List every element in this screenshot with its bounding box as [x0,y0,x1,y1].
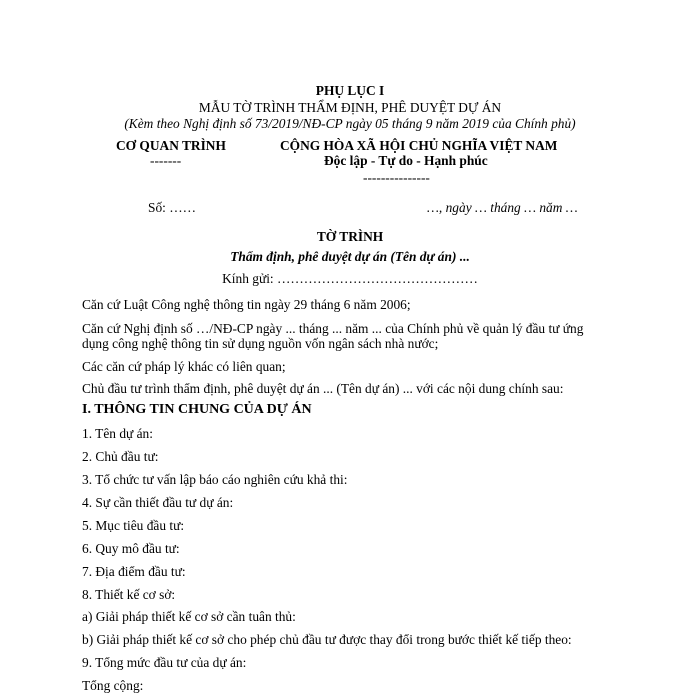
list-item: b) Giải pháp thiết kế cơ sở cho phép chủ đầu tư được thay đổi trong bước thiết kế tiếp theo: [82,632,572,647]
list-item: 5. Mục tiêu đầu tư: [82,518,185,533]
document-number: Số: …… [148,200,196,215]
appendix-note: (Kèm theo Nghị định số 73/2019/NĐ-CP ngày 05 tháng 9 năm 2019 của Chính phủ) [124,116,576,131]
list-item: Tổng cộng: [82,678,144,693]
list-item: a) Giải pháp thiết kế cơ sở cần tuân thủ: [82,609,296,624]
list-item: 2. Chủ đầu tư: [82,449,159,464]
appendix-title: PHỤ LỤC I [315,83,385,98]
list-item: 6. Quy mô đầu tư: [82,541,180,556]
document-date: …, ngày … tháng … năm … [427,200,578,215]
legal-basis-1: Căn cứ Luật Công nghệ thông tin ngày 29 tháng 6 năm 2006; [82,297,411,312]
appendix-subtitle: MẪU TỜ TRÌNH THẨM ĐỊNH, PHÊ DUYỆT DỰ ÁN [198,100,502,115]
national-motto: Độc lập - Tự do - Hạnh phúc [324,153,488,168]
list-item: 3. Tổ chức tư vấn lập báo cáo nghiên cứu khả thi: [82,472,348,487]
document-subject: Thẩm định, phê duyệt dự án (Tên dự án) ... [230,249,470,264]
agency-name: CƠ QUAN TRÌNH [116,138,226,153]
legal-basis-2-line2: dụng công nghệ thông tin sử dụng nguồn vốn ngân sách nhà nước; [82,336,439,351]
document-title: TỜ TRÌNH [316,229,384,244]
section-heading: I. THÔNG TIN CHUNG CỦA DỰ ÁN [82,402,312,417]
legal-basis-2-line1: Căn cứ Nghị định số …/NĐ-CP ngày ... tháng ... năm ... của Chính phủ về quản lý đầu tư ứng [82,321,584,336]
document-recipient: Kính gửi: ……………………………………… [222,271,478,286]
country-name: CỘNG HÒA XÃ HỘI CHỦ NGHĨA VIỆT NAM [280,138,558,153]
list-item: 4. Sự cần thiết đầu tư dự án: [82,495,234,510]
agency-divider: ------- [150,153,182,168]
list-item: 7. Địa điểm đầu tư: [82,564,186,579]
submission-intro: Chủ đầu tư trình thẩm định, phê duyệt dự án ... (Tên dự án) ... với các nội dung chính sau: [82,381,564,396]
list-item: 8. Thiết kế cơ sở: [82,587,176,602]
legal-basis-3: Các căn cứ pháp lý khác có liên quan; [82,359,286,374]
list-item: 9. Tổng mức đầu tư của dự án: [82,655,247,670]
list-item: 1. Tên dự án: [82,426,153,441]
motto-divider: --------------- [363,170,430,185]
